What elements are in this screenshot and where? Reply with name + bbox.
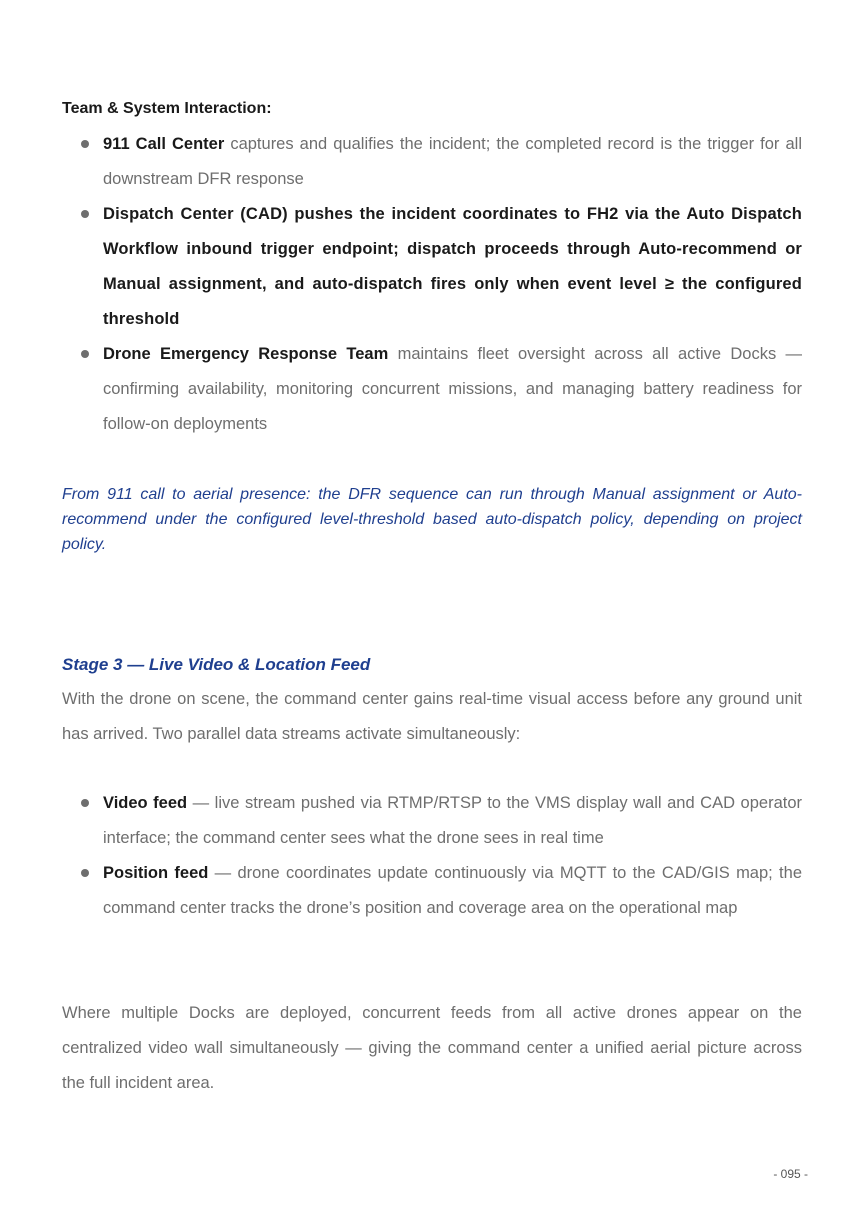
bullet-icon [81, 350, 89, 358]
stage-intro-paragraph: With the drone on scene, the command center gains real-time visual access before any ground unit has arrived. Two parallel data streams activate simultaneously: [62, 690, 802, 743]
bullet-icon [81, 210, 89, 218]
callout-note: From 911 call to aerial presence: the DFR sequence can run through Manual assignment or Auto-recommend under the configured level-threshold based auto-dispatch policy, depending on project policy. [62, 486, 802, 553]
bullet-icon [81, 799, 89, 807]
item-text: — live stream pushed via RTMP/RTSP to the VMS display wall and CAD operator interface; the command center sees what the drone sees in real time [103, 794, 802, 847]
item-text: Dispatch Center (CAD) pushes the incident coordinates to FH2 via the Auto Dispatch Workflow inbound trigger endpoint; dispatch proceeds through Auto-recommend or Manual assignment, and auto-dispatch fires only when event level ≥ the configured threshold [103, 205, 802, 328]
stage-title: Stage 3 — Live Video & Location Feed [62, 655, 371, 674]
list-item-911-call-center [62, 127, 802, 197]
item-lead: 911 Call Center [103, 135, 225, 153]
list-item-dispatch-center [62, 197, 802, 337]
list-item-video-feed [62, 786, 802, 856]
list-item-position-feed [62, 856, 802, 926]
section-heading: Team & System Interaction: [62, 100, 272, 117]
feed-list [62, 786, 802, 926]
closing-paragraph: Where multiple Docks are deployed, concurrent feeds from all active drones appear on the centralized video wall simultaneously — giving the command center a unified aerial picture across the full incident area. [62, 1004, 802, 1092]
page-number: - 095 - [773, 1167, 808, 1181]
team-interaction-list [62, 127, 802, 442]
item-lead: Video feed [103, 794, 188, 812]
item-text: maintains fleet oversight across all active Docks — confirming availability, monitoring concurrent missions, and managing battery readiness for follow-on deployments [103, 345, 802, 433]
item-lead: Drone Emergency Response Team [103, 345, 389, 363]
item-text: captures and qualifies the incident; the completed record is the trigger for all downstream DFR response [103, 135, 802, 188]
bullet-icon [81, 869, 89, 877]
item-text: — drone coordinates update continuously via MQTT to the CAD/GIS map; the command center tracks the drone’s position and coverage area on the operational map [103, 864, 802, 917]
bullet-icon [81, 140, 89, 148]
item-lead: Position feed [103, 864, 209, 882]
list-item-drone-response-team [62, 337, 802, 442]
